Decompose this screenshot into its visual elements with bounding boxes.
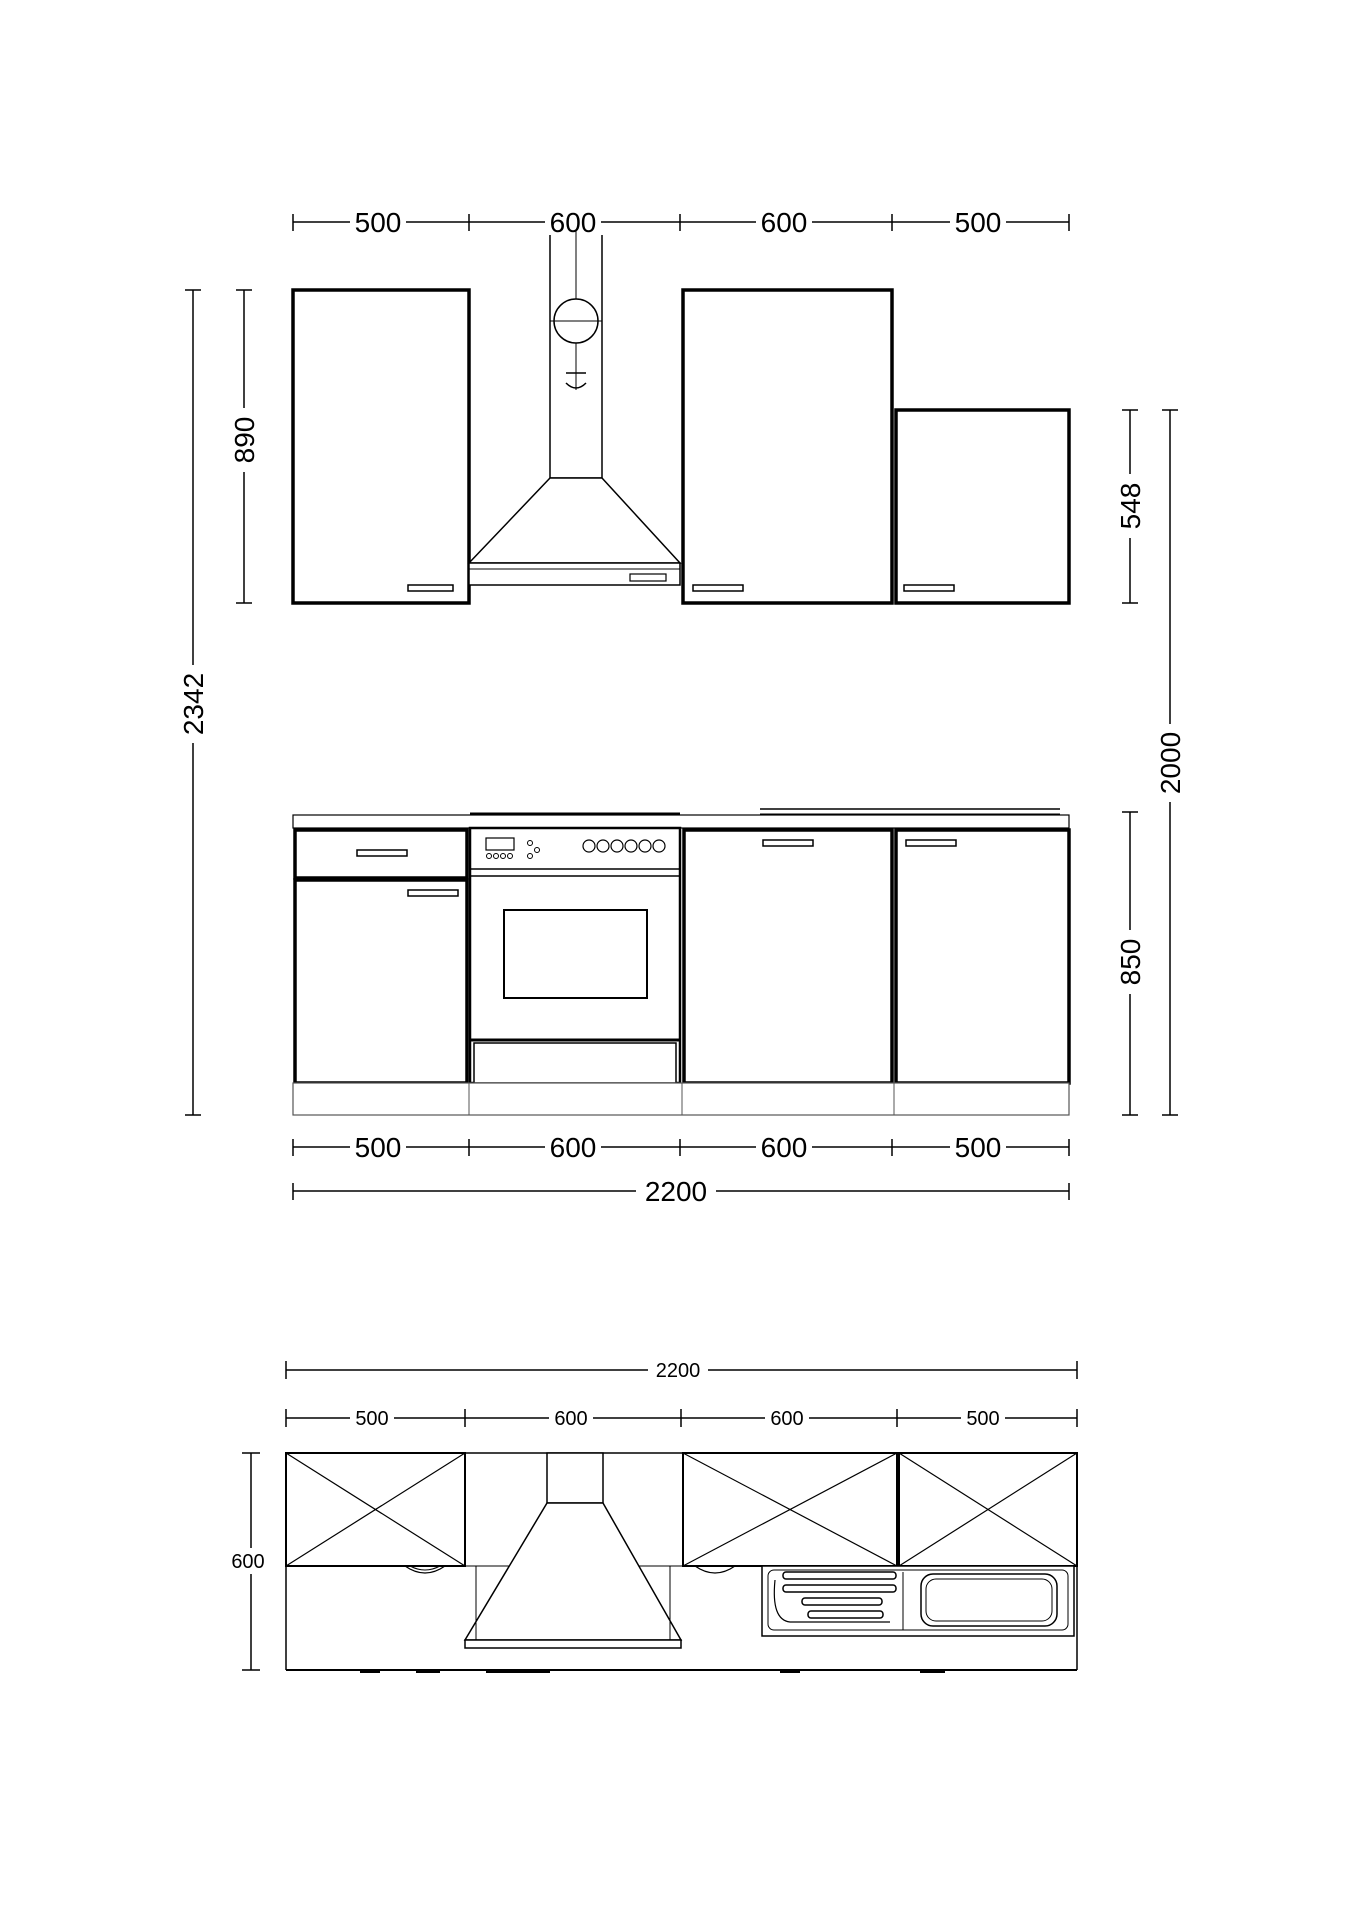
plan-wall-cabinet-3 <box>683 1453 897 1573</box>
bottom-width-label-4: 500 <box>954 1132 1002 1163</box>
bottom-width-label-2: 600 <box>549 1132 597 1163</box>
total-width-label: 2200 <box>644 1176 708 1207</box>
plan-wall-cabinet-1 <box>286 1453 465 1573</box>
wall-cabinet-center <box>683 290 892 603</box>
base-height-label: 850 <box>1115 938 1146 986</box>
plan-range-hood <box>465 1453 681 1648</box>
handle-icon <box>904 585 954 591</box>
bottom-width-dimension-line <box>293 1131 1069 1163</box>
handle-icon <box>763 840 813 846</box>
plinth <box>293 1083 1069 1115</box>
handle-icon <box>408 890 458 896</box>
plan-depth-label: 600 <box>231 1551 265 1573</box>
base-cabinet-center <box>684 830 892 1083</box>
plan-width-label-3: 600 <box>770 1408 804 1430</box>
hood-control-icon <box>630 574 666 581</box>
top-width-dimension-line <box>293 206 1069 238</box>
plan-total-width-dimension <box>286 1357 1077 1383</box>
base-cabinet-left <box>295 830 467 1083</box>
range-hood-front <box>469 230 680 585</box>
short-cabinet-height-label: 548 <box>1115 482 1146 530</box>
door-front <box>295 880 467 1083</box>
plan-depth-dimension <box>226 1453 276 1670</box>
wall-cabinet-short-right <box>896 410 1069 603</box>
countertop-front <box>293 809 1069 828</box>
bottom-width-label-3: 600 <box>760 1132 808 1163</box>
oven-window <box>504 910 647 998</box>
oven-display-icon <box>486 838 514 850</box>
overall-height-dimension <box>178 290 209 1115</box>
plan-width-label-2: 600 <box>554 1408 588 1430</box>
wall-cabinet-height-label: 890 <box>229 416 260 464</box>
wall-cabinet-height-dimension <box>229 290 260 603</box>
handle-icon <box>408 585 453 591</box>
handle-icon <box>695 1566 735 1573</box>
top-width-label-1: 500 <box>354 207 402 238</box>
wall-cabinet-left <box>293 290 469 603</box>
oven-drawer <box>474 1043 676 1083</box>
bottom-width-label-1: 500 <box>354 1132 402 1163</box>
handle-icon <box>357 850 407 856</box>
short-cabinet-height-dimension <box>1115 410 1146 603</box>
top-width-label-3: 600 <box>760 207 808 238</box>
handle-icon <box>906 840 956 846</box>
plan-wall-cabinet-4 <box>899 1453 1077 1573</box>
handle-icon <box>693 585 743 591</box>
top-edge-height-label: 2000 <box>1155 731 1186 795</box>
base-height-dimension <box>1115 812 1146 1115</box>
top-width-label-4: 500 <box>954 207 1002 238</box>
plan-sink <box>762 1566 1074 1636</box>
plan-total-width-label: 2200 <box>655 1360 701 1382</box>
top-edge-height-dimension <box>1155 410 1186 1115</box>
plan-width-label-4: 500 <box>966 1408 1000 1430</box>
plan-width-dimension-line <box>286 1406 1077 1430</box>
oven-front <box>470 828 680 1083</box>
overall-height-label: 2342 <box>178 672 209 736</box>
top-width-label-2: 600 <box>549 207 597 238</box>
plan-width-label-1: 500 <box>355 1408 389 1430</box>
total-width-dimension-line <box>293 1175 1069 1207</box>
sink-basin <box>921 1574 1057 1626</box>
base-cabinet-right <box>896 830 1069 1083</box>
